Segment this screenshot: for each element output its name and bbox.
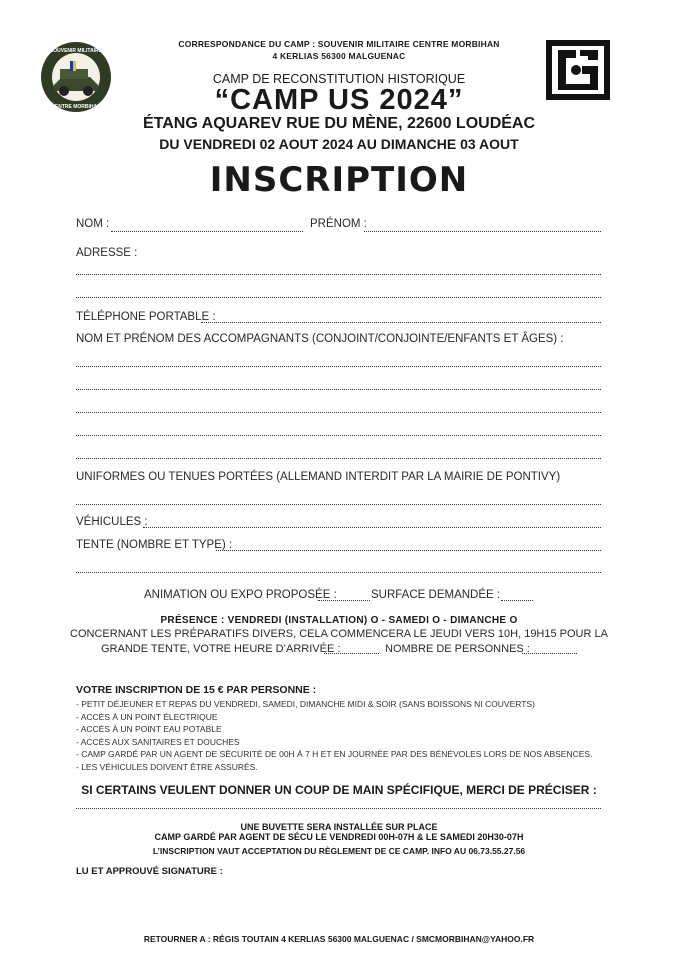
telephone-label: TÉLÉPHONE PORTABLE : xyxy=(76,311,216,323)
tente-label: TENTE (NOMBRE ET TYPE) : xyxy=(76,539,233,551)
arrivee-label: GRANDE TENTE, VOTRE HEURE D’ARRIVÉE : xyxy=(101,643,341,655)
return-address: RETOURNER A : RÉGIS TOUTAIN 4 KERLIAS 56300 MALGUENAC / SMCMORBIHAN@YAHOO.FR xyxy=(143,934,535,944)
help-line: SI CERTAINS VEULENT DONNER UN COUP DE MAIN SPÉCIFIQUE, MERCI DE PRÉCISER : xyxy=(81,783,597,797)
signature-label: LU ET APPROUVÉ SIGNATURE : xyxy=(76,866,223,877)
accompagnants-label: NOM ET PRÉNOM DES ACCOMPAGNANTS (CONJOINT/CONJOINTE/ENFANTS ET ÂGES) : xyxy=(76,333,564,345)
accompagnants-field-5[interactable] xyxy=(76,458,601,459)
uniformes-label: UNIFORMES OU TENUES PORTÉES (ALLEMAND INTERDIT PAR LA MAIRIE DE PONTIVY) xyxy=(76,471,561,483)
surface-label: SURFACE DEMANDÉE : xyxy=(371,589,501,601)
adresse-label: ADRESSE : xyxy=(76,247,138,259)
camp-title: “CAMP US 2024” xyxy=(214,84,464,116)
animation-field[interactable] xyxy=(318,600,370,601)
fee-title: VOTRE INSCRIPTION DE 15 € PAR PERSONNE : xyxy=(76,684,317,696)
prenom-field[interactable] xyxy=(364,231,601,232)
logo-text-top: SOUVENIR MILITAIRE xyxy=(49,48,103,54)
prenom-label: PRÉNOM : xyxy=(310,218,367,230)
tente-field[interactable] xyxy=(216,550,601,551)
fee-item: - ACCÈS À UN POINT EAU POTABLE xyxy=(76,724,222,734)
logo-text-bottom: CENTRE MORBIHAN xyxy=(51,104,101,110)
adresse-field-2[interactable] xyxy=(76,297,601,298)
fee-item: - ACCÈS AUX SANITAIRES ET DOUCHES xyxy=(76,736,240,747)
accompagnants-field-1[interactable] xyxy=(76,366,601,367)
camp-subtitle: CAMP DE RECONSTITUTION HISTORIQUE xyxy=(212,72,466,86)
vehicules-label: VÉHICULES : xyxy=(76,516,148,528)
note-buvette: UNE BUVETTE SERA INSTALLÉE SUR PLACE xyxy=(240,822,438,832)
fee-item: - CAMP GARDÉ PAR UN AGENT DE SÉCURITÉ DE 00H À 7 H ET EN JOURNÉE PAR DES BÉNÉVOLES LORS DE NOS ABSENCES. xyxy=(76,749,593,759)
correspondance-address: 4 KERLIAS 56300 MALGUENAC xyxy=(272,51,406,61)
arrivee-field[interactable] xyxy=(324,653,379,654)
adresse-field-1[interactable] xyxy=(76,274,601,275)
tente-field-2[interactable] xyxy=(76,572,601,573)
form-heading: INSCRIPTION xyxy=(209,160,469,200)
preparatifs-line-1: CONCERNANT LES PRÉPARATIFS DIVERS, CELA COMMENCERA LE JEUDI VERS 10H, 19H15 POUR LA xyxy=(70,628,608,640)
nom-label: NOM : xyxy=(76,218,110,230)
accompagnants-field-2[interactable] xyxy=(76,389,601,390)
personnes-label: NOMBRE DE PERSONNES : xyxy=(385,643,530,655)
surface-field[interactable] xyxy=(501,600,533,601)
note-reglement: L’INSCRIPTION VAUT ACCEPTATION DU RÈGLEMENT DE CE CAMP. INFO AU 06.73.55.27.56 xyxy=(152,846,526,856)
telephone-field[interactable] xyxy=(201,322,601,323)
fee-item: - LES VÉHICULES DOIVENT ÊTRE ASSURÉS. xyxy=(76,761,258,772)
fee-item-list xyxy=(76,698,592,773)
accompagnants-field-3[interactable] xyxy=(76,412,601,413)
accompagnants-field-4[interactable] xyxy=(76,435,601,436)
uniformes-field[interactable] xyxy=(76,504,601,505)
fee-item: - ACCÈS À UN POINT ÉLECTRIQUE xyxy=(76,711,218,722)
vehicules-field[interactable] xyxy=(143,527,601,528)
camp-address: ÉTANG AQUAREV RUE DU MÈNE, 22600 LOUDÉAC xyxy=(142,115,536,132)
nom-field[interactable] xyxy=(111,231,303,232)
note-camp-garde: CAMP GARDÉ PAR AGENT DE SÉCU LE VENDREDI 00H-07H & LE SAMEDI 20H30-07H xyxy=(154,832,524,842)
correspondance-line: CORRESPONDANCE DU CAMP : SOUVENIR MILITAIRE CENTRE MORBIHAN xyxy=(178,39,500,49)
fee-item: - PETIT DÉJEUNER ET REPAS DU VENDREDI, SAMEDI, DIMANCHE MIDI & SOIR (SANS BOISSONS NI COUVERTS) xyxy=(76,699,535,709)
personnes-field[interactable] xyxy=(522,653,577,654)
animation-label: ANIMATION OU EXPO PROPOSÉE : xyxy=(144,589,337,601)
camp-dates: DU VENDREDI 02 AOUT 2024 AU DIMANCHE 03 AOUT xyxy=(159,136,519,152)
help-field[interactable] xyxy=(76,808,601,809)
presence-line[interactable]: PRÉSENCE : VENDREDI (INSTALLATION) O - SAMEDI O - DIMANCHE O xyxy=(160,615,518,626)
